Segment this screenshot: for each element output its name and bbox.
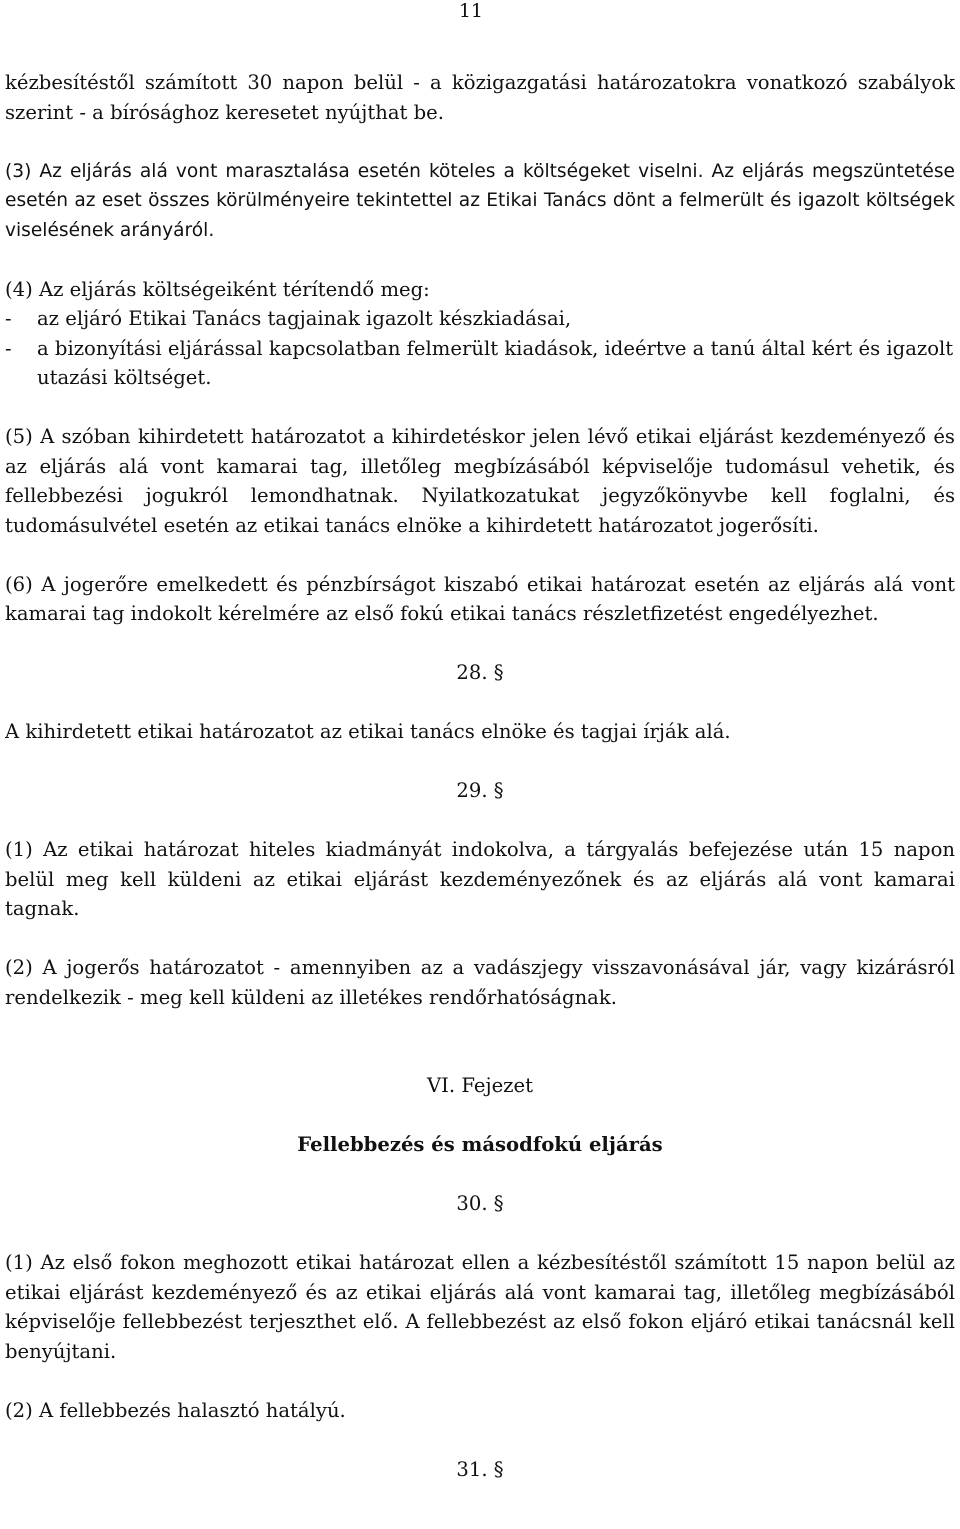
section-31-heading: 31. § [456, 1457, 504, 1481]
list-dash: - [5, 307, 12, 330]
list-item [5, 334, 955, 393]
paragraph-3: (3) Az eljárás alá vont marasztalása esetén köteles a költségeket viselni. Az eljárás megszüntetése esetén az eset összes körülményeire tekintettel az Etikai Tanács dönt a felmerült és igazolt költségek viselésének arányáról. [5, 160, 955, 241]
paragraph-continuation: kézbesítéstől számított 30 napon belül - a közigazgatási határozatokra vonatkozó szabályok szerint - a bírósághoz keresetet nyújthat be. [5, 71, 955, 124]
list-item [5, 304, 955, 334]
chapter-title: Fellebbezés és másodfokú eljárás [297, 1133, 663, 1156]
chapter-number: VI. Fejezet [427, 1074, 533, 1097]
section-28-text: A kihirdetett etikai határozatot az etikai tanács elnöke és tagjai írják alá. [5, 720, 731, 743]
document-body [5, 68, 955, 1484]
section-28-heading: 28. § [456, 661, 504, 684]
section-29-paragraph-1: (1) Az etikai határozat hiteles kiadmányát indokolva, a tárgyalás befejezése után 15 napon belül meg kell küldeni az etikai eljárást kezdeményezőnek és az eljárás alá vont kamarai tagnak. [5, 838, 955, 920]
section-29-paragraph-2: (2) A jogerős határozatot - amennyiben az a vadászjegy visszavonásával jár, vagy kizárásról rendelkezik - meg kell küldeni az illetékes rendőrhatóságnak. [5, 956, 955, 1009]
list-item-text: az eljáró Etikai Tanács tagjainak igazolt készkiadásai, [37, 307, 572, 330]
paragraph-5: (5) A szóban kihirdetett határozatot a kihirdetéskor jelen lévő etikai eljárást kezdeményező és az eljárás alá vont kamarai tag, illetőleg megbízásából képviselője tudomásul vehetik, és fellebbezési jogukról lemondhatnak. Nyilatkozatukat jegyzőkönyvbe kell foglalni, és tudomásulvétel esetén az etikai tanács elnöke a kihirdetett határozatot jogerősíti. [5, 425, 955, 537]
page-number: 11 [458, 0, 483, 22]
paragraph-6: (6) A jogerőre emelkedett és pénzbírságot kiszabó etikai határozat esetén az eljárás alá vont kamarai tag indokolt kérelmére az első fokú etikai tanács részletfizetést engedélyezhet. [5, 572, 955, 625]
section-30-heading: 30. § [456, 1192, 504, 1215]
list-dash: - [5, 336, 12, 360]
section-30-paragraph-1: (1) Az első fokon meghozott etikai határozat ellen a kézbesítéstől számított 15 napon belül az etikai eljárást kezdeményező és az etikai eljárás alá vont kamarai tag, illetőleg megbízásából képviselője fellebbezést terjeszthet elő. A fellebbezést az első fokon eljáró etikai tanácsnál kell benyújtani. [5, 1251, 955, 1363]
section-30-paragraph-2: (2) A fellebbezés halasztó hatályú. [5, 1398, 346, 1422]
document-page [5, 0, 955, 1529]
list-item-text: a bizonyítási eljárással kapcsolatban felmerült kiadások, ideértve a tanú által kért és igazolt utazási költséget. [37, 336, 954, 389]
paragraph-4-intro: (4) Az eljárás költségeiként térítendő meg: [5, 277, 430, 301]
cost-list [5, 304, 955, 393]
section-29-heading: 29. § [456, 779, 504, 802]
